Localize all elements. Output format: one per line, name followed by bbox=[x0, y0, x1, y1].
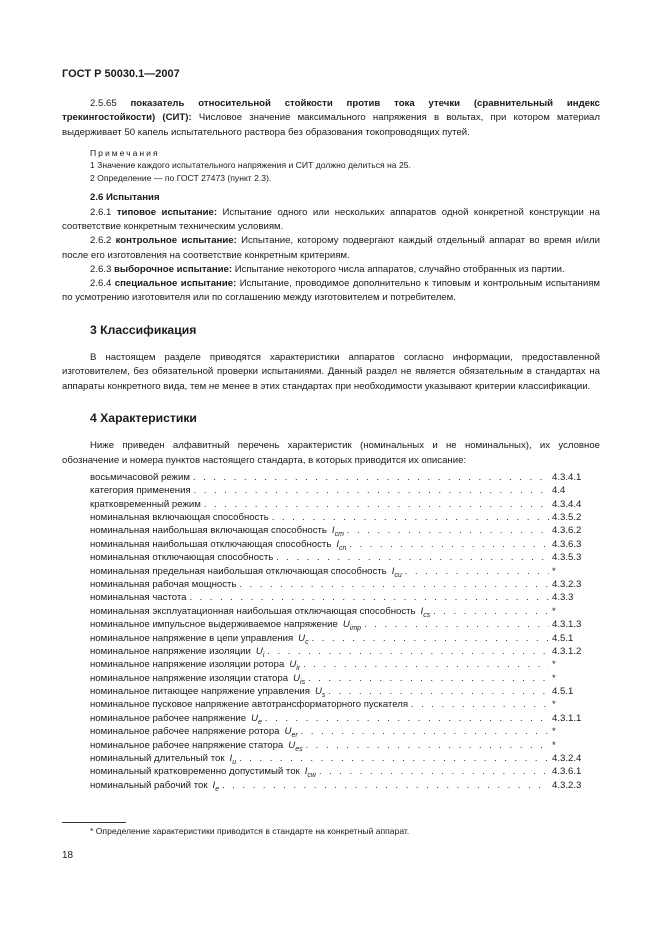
leader-dots bbox=[312, 632, 549, 645]
section-3-heading: 3 Классификация bbox=[90, 322, 197, 337]
entry-label: номинальный рабочий ток bbox=[90, 779, 208, 791]
list-item bbox=[62, 618, 600, 631]
leader-dots bbox=[276, 551, 549, 564]
paragraph-2-6-2: 2.6.2 контрольное испытание: Испытание, которому подвергают каждый отдельный аппарат во время и/или после его изготовления на соответствие конкретным критериям. bbox=[62, 235, 600, 261]
list-item bbox=[62, 779, 600, 792]
entry-label: восьмичасовой режим bbox=[90, 471, 190, 483]
leader-dots bbox=[405, 565, 549, 578]
leader-dots bbox=[433, 605, 549, 618]
leader-dots bbox=[308, 672, 549, 685]
leader-dots bbox=[239, 578, 549, 591]
entry-clause-ref: 4.3.2.3 bbox=[552, 779, 582, 791]
list-item bbox=[62, 484, 600, 497]
entry-symbol: $I_e$ bbox=[212, 779, 220, 793]
entry-label: номинальное напряжение изоляции ротора bbox=[90, 659, 285, 671]
leader-dots bbox=[347, 524, 549, 537]
leader-dots bbox=[239, 752, 549, 765]
list-item bbox=[62, 632, 600, 645]
list-item bbox=[62, 712, 600, 725]
entry-clause-ref: * bbox=[552, 659, 556, 671]
entry-label: кратковременный режим bbox=[90, 498, 201, 510]
entry-label: номинальное пусковое напряжение автотрансформаторного пускателя bbox=[90, 699, 409, 711]
entry-clause-ref: 4.3.1.3 bbox=[552, 619, 582, 631]
list-item bbox=[62, 605, 600, 618]
entry-clause-ref: 4.3.6.3 bbox=[552, 538, 582, 550]
entry-clause-ref: 4.3.2.4 bbox=[552, 753, 582, 765]
entry-label: номинальное напряжение изоляции статора bbox=[90, 672, 289, 684]
entry-symbol: $U_{es}$ bbox=[288, 739, 303, 753]
list-item bbox=[62, 591, 600, 604]
list-item bbox=[62, 524, 600, 537]
entry-symbol: $U_s$ bbox=[314, 686, 326, 699]
list-item bbox=[62, 698, 600, 711]
entry-clause-ref: 4.3.4.1 bbox=[552, 471, 582, 483]
entry-clause-ref: * bbox=[552, 699, 556, 711]
entry-label: номинальная частота bbox=[90, 592, 187, 604]
list-item bbox=[62, 658, 600, 671]
entry-clause-ref: 4.3.3 bbox=[552, 592, 574, 604]
list-item bbox=[62, 471, 600, 484]
entry-label: номинальное напряжение изоляции bbox=[90, 645, 251, 657]
list-item bbox=[62, 672, 600, 685]
entry-clause-ref: 4.3.6.1 bbox=[552, 766, 582, 778]
clause-number: 2.5.65 bbox=[90, 98, 117, 109]
page-body bbox=[62, 97, 600, 792]
leader-dots bbox=[267, 645, 549, 658]
entry-clause-ref: * bbox=[552, 726, 556, 738]
leader-dots bbox=[265, 712, 549, 725]
entry-clause-ref: 4.5.1 bbox=[552, 686, 574, 698]
entry-label: номинальная включающая способность bbox=[90, 512, 269, 524]
entry-symbol: $I_{cs}$ bbox=[420, 605, 431, 619]
footnote: * Определение характеристики приводится в стандарте на конкретный аппарат. bbox=[90, 826, 410, 836]
entry-clause-ref: 4.3.1.2 bbox=[552, 645, 582, 657]
leader-dots bbox=[193, 471, 549, 484]
entry-clause-ref: * bbox=[552, 672, 556, 684]
list-item bbox=[62, 551, 600, 564]
characteristics-list bbox=[62, 471, 600, 792]
leader-dots bbox=[222, 779, 549, 792]
list-item bbox=[62, 511, 600, 524]
entry-clause-ref: * bbox=[552, 739, 556, 751]
list-item bbox=[62, 765, 600, 778]
entry-clause-ref: 4.3.4.4 bbox=[552, 498, 582, 510]
entry-clause-ref: * bbox=[552, 605, 556, 617]
list-item bbox=[62, 739, 600, 752]
leader-dots bbox=[319, 765, 549, 778]
entry-symbol: $U_{imp}$ bbox=[342, 619, 362, 633]
entry-clause-ref: 4.3.5.3 bbox=[552, 552, 582, 564]
paragraph-2-6-3: 2.6.3 выборочное испытание: Испытание некоторого числа аппаратов, случайно отобранных из партии. bbox=[90, 263, 565, 275]
list-item bbox=[62, 498, 600, 511]
clause-text: Числовое значение максимального напряжения в вольтах, при котором материал выдерживает 50 капель испытательного раствора без образования токопроводящих путей. bbox=[62, 112, 600, 138]
leader-dots bbox=[349, 538, 549, 551]
entry-symbol: $U_{is}$ bbox=[293, 672, 306, 686]
entry-symbol: $U_e$ bbox=[251, 712, 262, 726]
section-4-heading: 4 Характеристики bbox=[90, 410, 197, 425]
leader-dots bbox=[301, 725, 549, 738]
list-item bbox=[62, 752, 600, 765]
document-header: ГОСТ Р 50030.1—2007 bbox=[62, 68, 180, 80]
paragraph-2-6-1: 2.6.1 типовое испытание: Испытание одного или нескольких аппаратов одной конкретной конструкции на соответствие конкретным техническим условиям. bbox=[62, 206, 600, 232]
entry-label: номинальное напряжение в цепи управления bbox=[90, 632, 294, 644]
entry-symbol: $U_{er}$ bbox=[284, 726, 298, 740]
entry-label: номинальная отключающая способность bbox=[90, 552, 274, 564]
entry-symbol: $U_c$ bbox=[298, 632, 309, 646]
entry-symbol: $U_i$ bbox=[255, 645, 265, 659]
entry-symbol: $I_{cm}$ bbox=[331, 525, 344, 539]
entry-label: номинальная эксплуатационная наибольшая отключающая способность bbox=[90, 605, 416, 617]
entry-label: номинальный кратковременно допустимый ток bbox=[90, 766, 300, 778]
entry-clause-ref: 4.5.1 bbox=[552, 632, 574, 644]
section-3-text: В настоящем разделе приводятся характеристики аппаратов согласно информации, предоставленной изготовителем, без обязательной проверки испытаниями. Данный раздел не является обязательным в стандартах на аппараты конкретного вида, тем не менее в этих стандартах при необходимости указывают критерии классификации. bbox=[62, 352, 600, 392]
entry-clause-ref: 4.4 bbox=[552, 485, 566, 497]
entry-clause-ref: 4.3.5.2 bbox=[552, 512, 582, 524]
leader-dots bbox=[328, 685, 549, 698]
list-item bbox=[62, 538, 600, 551]
leader-dots bbox=[204, 498, 549, 511]
entry-clause-ref: 4.3.2.3 bbox=[552, 578, 582, 590]
entry-clause-ref: 4.3.6.2 bbox=[552, 525, 582, 537]
list-item bbox=[62, 725, 600, 738]
leader-dots bbox=[364, 618, 549, 631]
entry-label: номинальное импульсное выдерживаемое напряжение bbox=[90, 619, 338, 631]
list-item bbox=[62, 578, 600, 591]
leader-dots bbox=[194, 484, 549, 497]
entry-label: номинальное рабочее напряжение статора bbox=[90, 739, 284, 751]
entry-label: номинальная наибольшая отключающая способность bbox=[90, 538, 332, 550]
entry-symbol: $U_{ir}$ bbox=[289, 659, 301, 673]
leader-dots bbox=[303, 658, 549, 671]
leader-dots bbox=[411, 698, 549, 711]
entry-label: номинальная предельная наибольшая отключающая способность bbox=[90, 565, 387, 577]
leader-dots bbox=[272, 511, 549, 524]
section-4-intro: Ниже приведен алфавитный перечень характеристик (номинальных и не номинальных), их условное обозначение и номера пунктов настоящего стандарта, в которых приводится их описание: bbox=[62, 440, 600, 466]
entry-label: номинальная рабочая мощность bbox=[90, 578, 237, 590]
notes-title: Примечания bbox=[90, 147, 160, 158]
footnote-divider bbox=[62, 822, 126, 823]
entry-label: номинальное рабочее напряжение bbox=[90, 712, 247, 724]
entry-symbol: $I_{cw}$ bbox=[304, 766, 316, 780]
entry-clause-ref: 4.3.1.1 bbox=[552, 712, 582, 724]
section-2-6-title: 2.6 Испытания bbox=[90, 192, 160, 204]
clause-term: показатель относительной стойкости против тока утечки (сравнительный индекс трекингостойкости) (СИТ): bbox=[62, 98, 601, 124]
list-item bbox=[62, 565, 600, 578]
entry-symbol: $I_{cu}$ bbox=[391, 565, 402, 579]
entry-label: категория применения bbox=[90, 485, 191, 497]
list-item bbox=[62, 645, 600, 658]
note-item: 2 Определение — по ГОСТ 27473 (пункт 2.3). bbox=[90, 172, 272, 183]
page-number: 18 bbox=[62, 850, 74, 861]
note-item: 1 Значение каждого испытательного напряжения и СИТ должно делиться на 25. bbox=[90, 160, 411, 171]
entry-label: номинальная наибольшая включающая способность bbox=[90, 525, 327, 537]
entry-label: номинальное рабочее напряжение ротора bbox=[90, 726, 280, 738]
entry-symbol: $I_u$ bbox=[229, 753, 237, 766]
leader-dots bbox=[189, 591, 549, 604]
paragraph-2-6-4: 2.6.4 специальное испытание: Испытание, проводимое дополнительно к типовым и контрольным испытаниям по усмотрению изготовителя или по соглашению между изготовителем и потребителем. bbox=[62, 278, 600, 304]
entry-symbol: $I_{cn}$ bbox=[336, 538, 347, 552]
entry-label: номинальное питающее напряжение управления bbox=[90, 686, 310, 698]
entry-clause-ref: * bbox=[552, 565, 556, 577]
leader-dots bbox=[306, 739, 549, 752]
entry-label: номинальный длительный ток bbox=[90, 753, 225, 765]
paragraph-2-5-65 bbox=[62, 97, 600, 140]
list-item bbox=[62, 685, 600, 698]
